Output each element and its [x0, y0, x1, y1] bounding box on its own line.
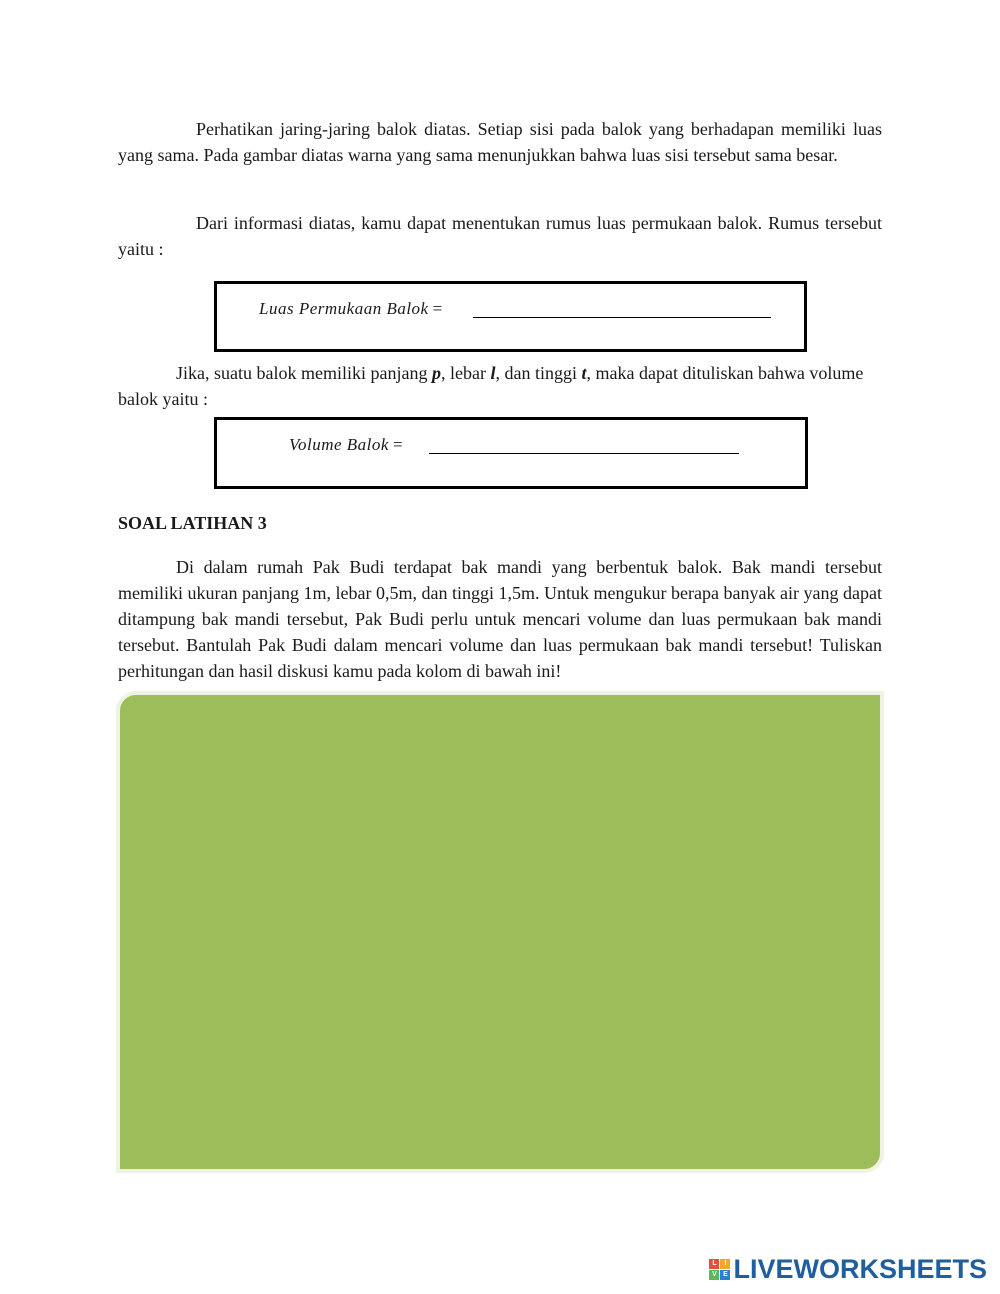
exercise-paragraph: Di dalam rumah Pak Budi terdapat bak mandi yang berbentuk balok. Bak mandi tersebut memiliki ukuran panjang 1m, lebar 0,5m, dan tinggi 1,5m. Untuk mengukur berapa banyak air yang dapat ditampung bak mandi tersebut, Pak Budi perlu untuk mencari volume dan luas permukaan bak mandi tersebut. Bantulah Pak Budi dalam mencari volume dan luas permukaan bak mandi tersebut! Tuliskan perhitungan dan hasil diskusi kamu pada kolom di bawah ini! [118, 557, 882, 681]
equals-sign: = [392, 435, 404, 454]
text-segment: , maka dapat dituliskan bahwa volume balok yaitu : [118, 363, 864, 409]
liveworksheets-logo-icon [709, 1259, 730, 1280]
intro-paragraph: Perhatikan jaring-jaring balok diatas. Setiap sisi pada balok yang berhadapan memiliki luas yang sama. Pada gambar diatas warna yang sama menunjukkan bahwa luas sisi tersebut sama besar. [118, 119, 882, 165]
volume-formula-box [214, 417, 808, 489]
volume-intro-paragraph [118, 360, 882, 412]
liveworksheets-wordmark: LIVEWORKSHEETS [733, 1253, 987, 1284]
text-segment: Jika, suatu balok memiliki panjang [176, 363, 432, 383]
surface-area-formula [259, 299, 449, 319]
variable-t: t [581, 363, 587, 383]
text-segment: , dan tinggi [495, 363, 582, 383]
answer-text-area[interactable] [116, 691, 884, 1173]
surface-area-formula-box [214, 281, 807, 352]
surface-area-label: Luas Permukaan Balok [259, 299, 429, 318]
logo-letter-e: E [720, 1270, 730, 1280]
logo-letter-l: L [709, 1259, 719, 1269]
volume-answer-blank[interactable] [429, 453, 739, 454]
volume-formula [289, 435, 409, 455]
equals-sign: = [432, 299, 443, 318]
text-segment: , lebar [440, 363, 491, 383]
volume-label: Volume Balok [289, 435, 389, 454]
surface-area-answer-blank[interactable] [473, 317, 771, 318]
liveworksheets-logo [709, 1253, 987, 1285]
logo-letter-v: V [709, 1270, 719, 1280]
exercise-heading: SOAL LATIHAN 3 [118, 513, 267, 533]
formula-intro-paragraph: Dari informasi diatas, kamu dapat menentukan rumus luas permukaan balok. Rumus tersebut yaitu : [118, 213, 882, 259]
logo-letter-i: I [720, 1259, 730, 1269]
variable-l: l [490, 363, 496, 383]
variable-p: p [431, 363, 441, 383]
